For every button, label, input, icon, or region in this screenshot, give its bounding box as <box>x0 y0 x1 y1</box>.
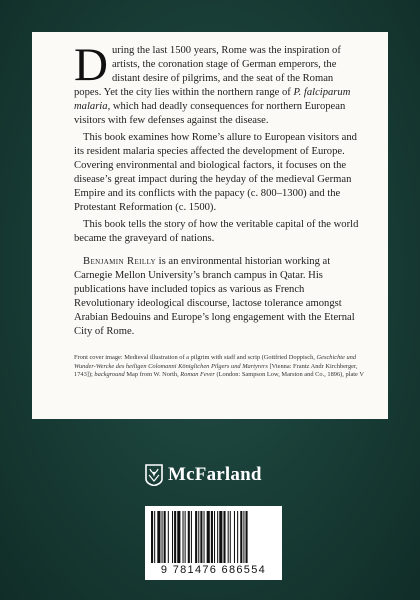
barcode-bar <box>172 511 173 563</box>
barcode-bar <box>183 511 184 563</box>
barcode-bar <box>174 511 176 563</box>
isbn-barcode <box>145 506 282 580</box>
barcode-bar <box>223 511 225 563</box>
barcode-bar <box>200 511 202 563</box>
publisher-logo <box>144 462 284 488</box>
barcode-bar <box>230 511 231 563</box>
description-panel <box>32 32 388 419</box>
description-paragraph-3: This book tells the story of how the veritable capital of the world became the graveyard of nations. <box>74 219 359 244</box>
barcode-bar <box>219 511 222 563</box>
barcode-bar <box>177 511 180 563</box>
barcode-bar <box>198 511 199 563</box>
barcode-bar <box>228 511 229 563</box>
barcode-bar <box>214 511 215 563</box>
credit-label: background <box>94 371 125 379</box>
credit-title: Roman Fever <box>180 371 215 379</box>
barcode-bar <box>211 511 213 563</box>
credit-text: Front cover image: Medieval illustration of a pilgrim with staff and scrip (Gottfried Doppisch, <box>74 354 317 361</box>
description-paragraph-1 <box>74 39 360 128</box>
description-text: , which had deadly consequences for northern European visitors with few defenses against the disease. <box>74 101 346 126</box>
species-name: P. falciparum malaria <box>74 87 351 112</box>
barcode-bar <box>191 511 192 563</box>
barcode-bar <box>154 511 155 563</box>
barcode-bar <box>217 511 218 563</box>
barcode-bar <box>185 511 186 563</box>
barcode-bar <box>157 511 160 563</box>
barcode-bar <box>151 511 153 563</box>
barcode-bar <box>168 511 169 563</box>
author-bio <box>74 255 360 339</box>
barcode-bar <box>162 511 163 563</box>
description-paragraph-2: This book examines how Rome’s allure to European visitors and its resident malaria species affected the development of Europe. Covering environmental and biological factors, it focuses on the disease’s great impact during the heyday of the medieval German Empire and its conflicts with the papacy (c. 800–1300) and the Protestant Reformation (c. 1500). <box>74 132 357 213</box>
barcode-bar <box>237 511 238 563</box>
description-text: uring the last 1500 years, Rome was the inspiration of artists, the coronation stage of German emperors, the distant desire of pilgrims, and the seat of the Roman popes. Yet the city lies within the northern range of <box>74 45 341 98</box>
publisher-emblem-icon <box>144 464 164 486</box>
cover-image-credit <box>74 354 366 380</box>
publisher-name: McFarland <box>168 464 262 485</box>
barcode-bar <box>207 511 210 563</box>
author-name: Benjamin Reilly <box>83 256 157 267</box>
author-bio-text: is an environmental historian working at Carnegie Mellon University’s branch campus in Qatar. His publications have included topics as various as French Revolutionary ideological discourse, lactose tolerance amongst Arabian Bedouins and Europe’s long engagement with the Eternal City of Rome. <box>74 256 355 337</box>
credit-text: [Vienna: Frantz Andr Kirchberger, 1743]); <box>74 362 358 379</box>
barcode-bar <box>188 511 190 563</box>
barcode-bar <box>243 511 244 563</box>
drop-cap: D <box>74 39 108 91</box>
credit-title: Geschichte und Wunder-Wercke des heiligen Colomanni Königlichen Pilgers und Martyrers <box>74 354 357 370</box>
barcode-bar <box>234 511 235 563</box>
barcode-bar <box>240 511 242 563</box>
barcode-bar <box>164 511 166 563</box>
barcode-bar <box>246 511 248 563</box>
barcode-bar <box>204 511 205 563</box>
credit-text: Map from W. North, <box>124 371 181 379</box>
isbn-number: 9 781476 686554 <box>160 564 267 576</box>
barcode-bars <box>151 511 276 563</box>
barcode-bar <box>195 511 197 563</box>
credit-text: (London: Sampson Low, Marston and Co., 1896), plate V <box>214 371 364 379</box>
